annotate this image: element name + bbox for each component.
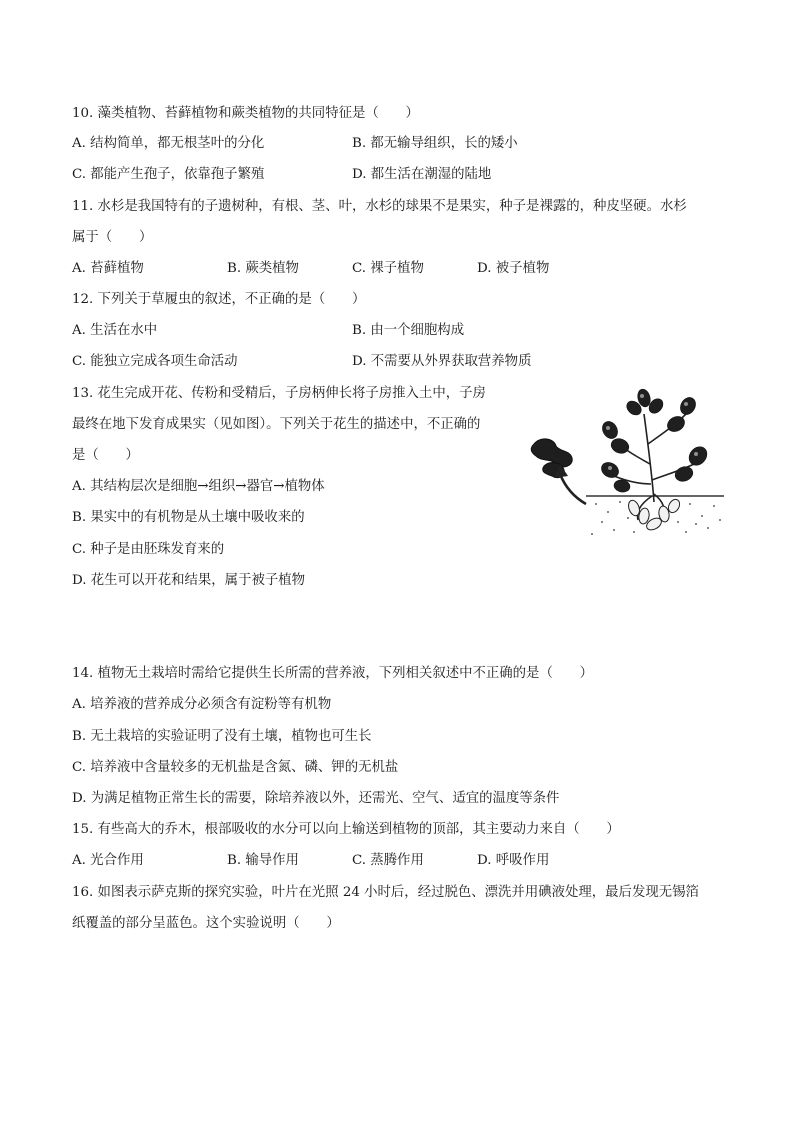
question-16-stem-line1: 16. 如图表示萨克斯的探究实验，叶片在光照 24 小时后，经过脱色、漂洗并用碘液处理，最后发现无锡箔 bbox=[72, 885, 699, 900]
question-12-option-c: C. 能独立完成各项生命活动 bbox=[72, 354, 238, 369]
question-14-option-c: C. 培养液中含量较多的无机盐是含氮、磷、钾的无机盐 bbox=[72, 760, 399, 775]
question-14-option-d: D. 为满足植物正常生长的需要，除培养液以外，还需光、空气、适宜的温度等条件 bbox=[72, 791, 560, 806]
question-10-option-b: B. 都无输导组织，长的矮小 bbox=[352, 136, 518, 151]
peanut-plant-figure bbox=[516, 384, 726, 544]
question-14-stem: 14. 植物无土栽培时需给它提供生长所需的营养液，下列相关叙述中不正确的是（ ） bbox=[72, 666, 594, 681]
question-11-option-d: D. 被子植物 bbox=[477, 261, 550, 276]
question-10-option-a: A. 结构简单，都无根茎叶的分化 bbox=[72, 136, 265, 151]
arrow-icon bbox=[554, 464, 586, 504]
question-13-option-d: D. 花生可以开花和结果，属于被子植物 bbox=[72, 573, 306, 588]
question-11-stem-line1: 11. 水杉是我国特有的子遗树种，有根、茎、叶，水杉的球果不是果实，种子是裸露的，种皮坚硬。水杉 bbox=[72, 199, 687, 214]
question-13-stem-line1: 13. 花生完成开花、传粉和受精后，子房柄伸长将子房推入土中，子房 bbox=[72, 386, 486, 401]
question-16-stem-line2: 纸覆盖的部分呈蓝色。这个实验说明（ ） bbox=[72, 916, 340, 931]
question-15-option-c: C. 蒸腾作用 bbox=[352, 853, 424, 868]
question-10-option-d: D. 都生活在潮湿的陆地 bbox=[352, 167, 492, 182]
question-13-stem-line2: 最终在地下发育成果实（见如图）。下列关于花生的描述中，不正确的 bbox=[72, 417, 481, 432]
question-13-stem-line3: 是（ ） bbox=[72, 448, 139, 463]
question-15-option-d: D. 呼吸作用 bbox=[477, 853, 550, 868]
question-14-option-b: B. 无土栽培的实验证明了没有土壤，植物也可生长 bbox=[72, 729, 372, 744]
harvested-peanuts bbox=[531, 439, 572, 478]
question-15-option-b: B. 输导作用 bbox=[227, 853, 299, 868]
question-10-stem: 10. 藻类植物、苔藓植物和蕨类植物的共同特征是（ ） bbox=[72, 106, 419, 121]
question-11-option-b: B. 蕨类植物 bbox=[227, 261, 299, 276]
question-11-option-c: C. 裸子植物 bbox=[352, 261, 424, 276]
question-14-option-a: A. 培养液的营养成分必须含有淀粉等有机物 bbox=[72, 697, 332, 712]
soil bbox=[586, 494, 724, 540]
question-12-stem: 12. 下列关于草履虫的叙述，不正确的是（ ） bbox=[72, 292, 366, 307]
question-10-option-c: C. 都能产生孢子，依靠孢子繁殖 bbox=[72, 167, 265, 182]
question-11-stem-line2: 属于（ ） bbox=[72, 230, 153, 245]
question-13-option-a: A. 其结构层次是细胞→组织→器官→植物体 bbox=[72, 479, 325, 494]
question-12-option-b: B. 由一个细胞构成 bbox=[352, 323, 465, 338]
question-12-option-a: A. 生活在水中 bbox=[72, 323, 158, 338]
question-13-option-b: B. 果实中的有机物是从土壤中吸收来的 bbox=[72, 510, 305, 525]
question-12-option-d: D. 不需要从外界获取营养物质 bbox=[352, 354, 532, 369]
question-15-option-a: A. 光合作用 bbox=[72, 853, 144, 868]
question-11-option-a: A. 苔藓植物 bbox=[72, 261, 144, 276]
plant-leaves bbox=[599, 388, 711, 494]
question-15-stem: 15. 有些高大的乔木，根部吸收的水分可以向上输送到植物的顶部，其主要动力来自（ ） bbox=[72, 822, 620, 837]
question-13-option-c: C. 种子是由胚珠发育来的 bbox=[72, 542, 225, 557]
